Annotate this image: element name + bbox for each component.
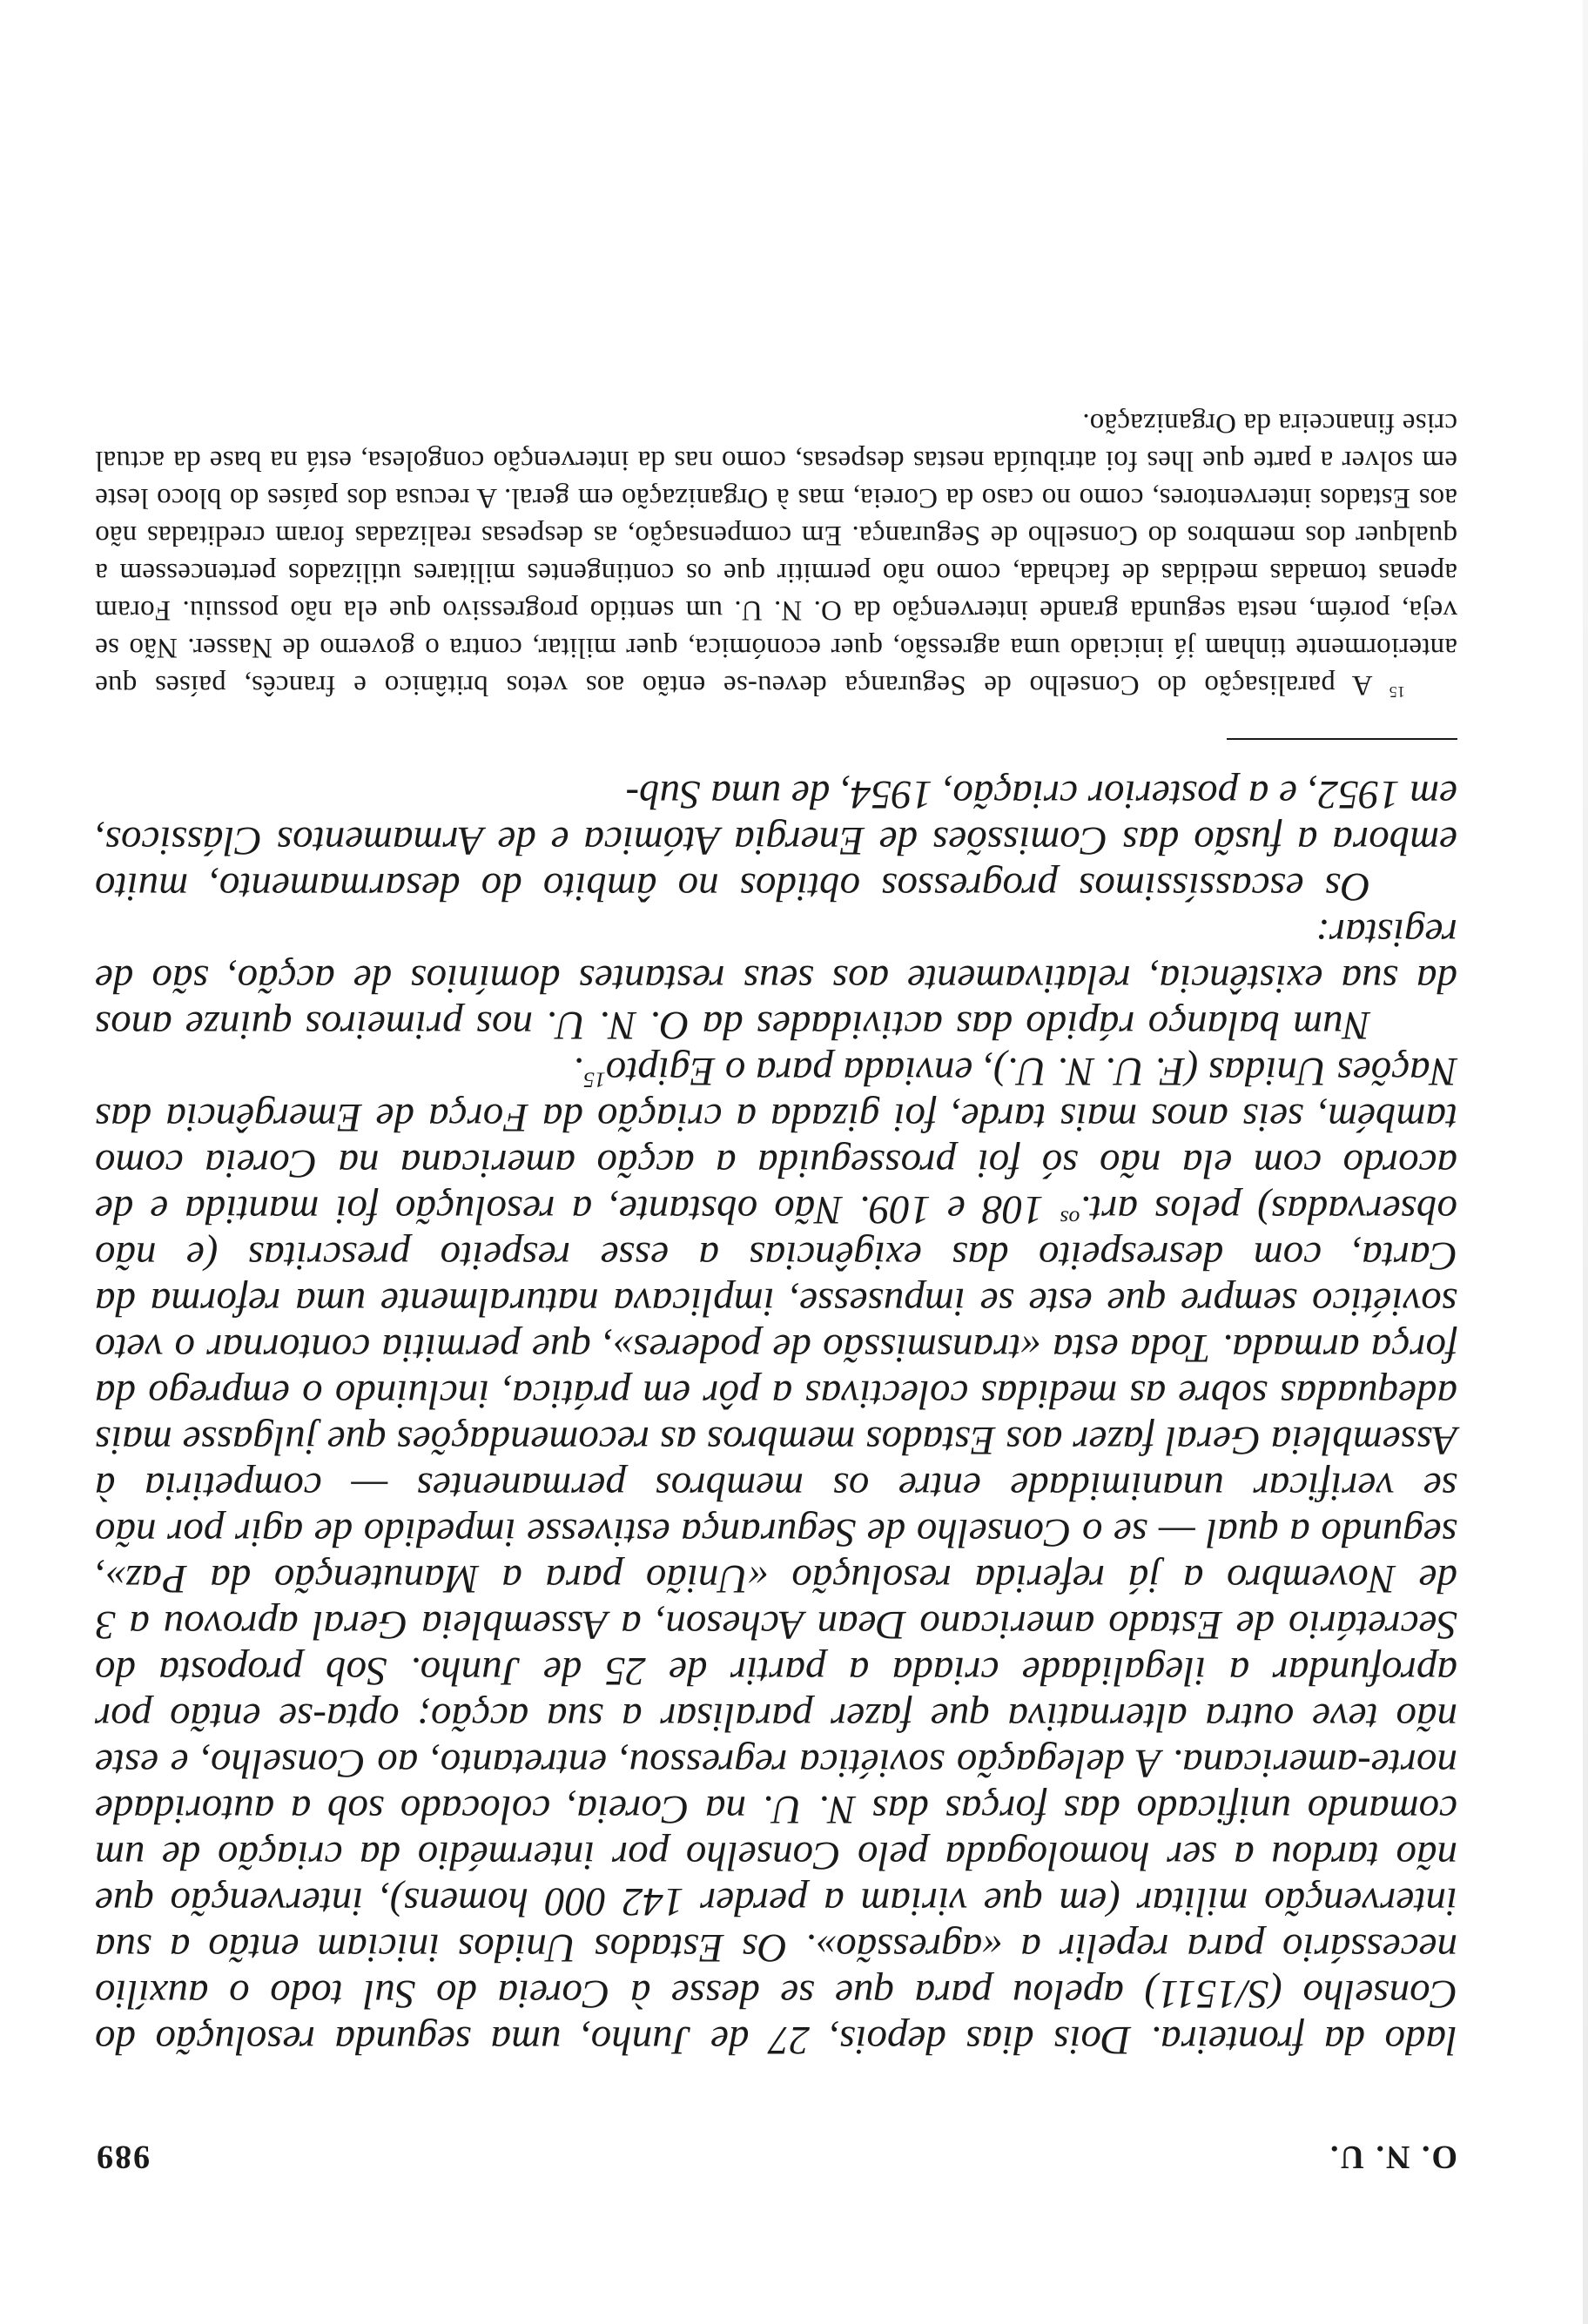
superscript: os: [1060, 1206, 1080, 1232]
page-number: 989: [95, 2139, 150, 2175]
scan-edge: [1583, 0, 1588, 2324]
paragraph: [95, 910, 1457, 1048]
paragraph-text: Os escassíssimos progressos obtidos no âmbito do desarmamento, muito embora a fusão das Comissões de Energia Atómica e de Armamentos Clássicos, em 1952, e a posterior criação, 1954, de uma Sub-: [95, 772, 1457, 910]
footnote-reference: 15: [582, 1067, 606, 1093]
page-content: [95, 404, 1457, 2176]
footnote-divider: [1227, 738, 1457, 740]
running-header: [95, 2124, 1457, 2176]
paragraph-text: 108 e 109. Não obstante, a resolução foi mantida e de acordo com ela não só foi prosseguida a acção americana na Coreia como também, seis anos mais tarde, foi gizada a criação da Força de Emergência das Nações Unidas (F. U. N. U.), enviada para o Egipto: [95, 1049, 1457, 1233]
footnote-number: 15: [1389, 683, 1405, 701]
paragraph-text: lado da fronteira. Dois dias depois, 27 de Junho, uma segunda resolução do Conselho (S/1511) apelou para que se desse à Coreia do Sul todo o auxílio necessário para repelir a «agressão». Os Estados Unidos iniciam então a sua intervenção militar (em que viriam a perder 142 000 homens), intervenção que não tardou a ser homologada pelo Conselho por intermédio da criação de um comando unificado das forças das N. U. na Coreia, colocado sob a autoridade norte-americana. A delegação soviética regressou, entretanto, ao Conselho, e este não teve outra alternativa que fazer paralisar a sua acção; opta-se então por aprofundar a ilegalidade criada a partir de 25 de Junho. Sob proposta do Secretário de Estado americano Dean Acheson, a Assembleia Geral aprovou a 3 de Novembro a já referida resolução «União para a Manutenção da Paz», segundo a qual — se o Conselho de Segurança estivesse impedido de agir por não se verificar unanimidade entre os membros permanentes — competiria à Assembleia Geral fazer aos Estados membros as recomendações que julgasse mais adequadas sobre as medidas colectivas a pôr em prática, incluindo o emprego da força armada. Toda esta «transmissão de poderes», que permitia contornar o veto soviético sempre que este se impusesse, implicava naturalmente uma reforma da Carta, com desrespeito das exigências a esse respeito prescritas (e não observadas) pelos art.: [95, 1187, 1457, 2063]
paragraph: [95, 771, 1457, 910]
paragraph: [95, 1048, 1457, 2063]
body-text: [95, 771, 1457, 2063]
paragraph-text: Num balanço rápido das actividades da O. N. U. nos primeiros quinze anos da sua existência, relativamente aos seus restantes domínios de acção, são de registar:: [95, 910, 1457, 1048]
footnote: [95, 404, 1457, 703]
footnote-paragraph: [95, 404, 1457, 703]
footnote-text: A paralisação do Conselho de Segurança deveu-se então aos vetos britânico e francês, países que anteriormente tinham já iniciado uma agressão, quer económica, quer militar, contra o governo de Nasser. Não se veja, porém, nesta segunda grande intervenção da O. N. U. um sentido progressivo que ela não possuiu. Foram apenas tomadas medidas de fachada, como não permitir que os contingentes militares utilizados pertencessem a qualquer dos membros do Conselho de Segurança. Em compensação, as despesas realizadas foram creditadas não aos Estados interventores, como no caso da Coreia, mas à Organização em geral. A recusa dos países do bloco leste em solver a parte que lhes foi atribuída nestas despesas, como nas da intervenção congolesa, está na base da actual crise financeira da Organização.: [95, 407, 1457, 701]
paragraph-text: .: [573, 1049, 583, 1094]
running-title: O. N. U.: [1329, 2139, 1457, 2175]
